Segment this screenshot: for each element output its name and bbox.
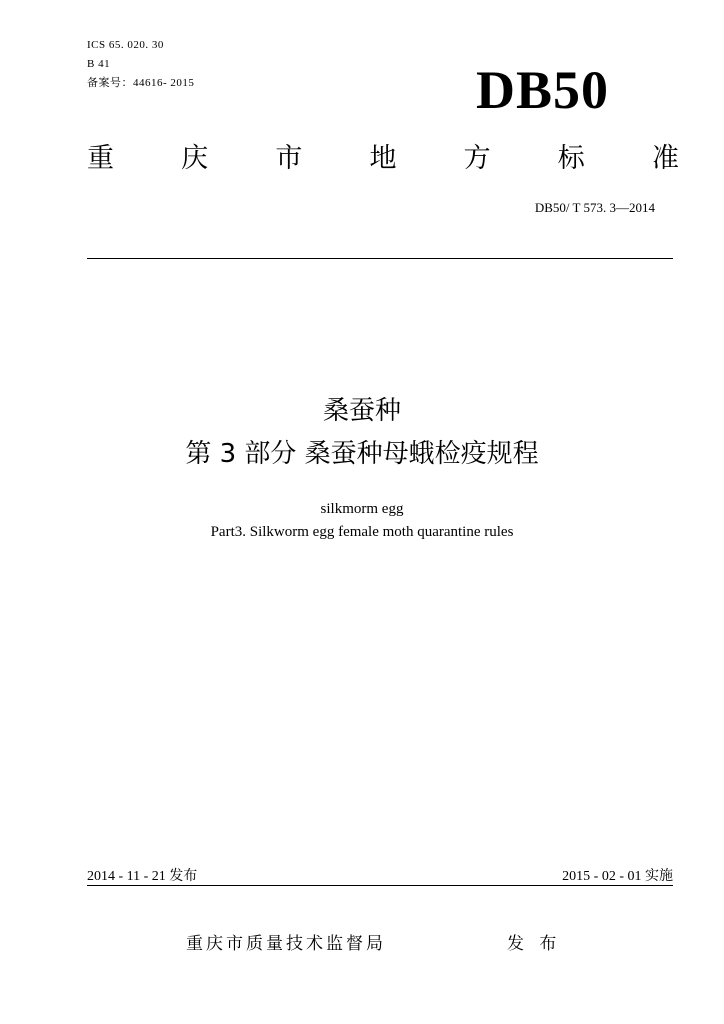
standard-type-char: 标: [557, 143, 585, 174]
title-part-en: Part3. Silkworm egg female moth quarantine rules: [210, 524, 514, 540]
standard-type-char: 方: [463, 143, 491, 174]
header-divider: [87, 258, 673, 259]
standard-type-char: 庆: [181, 143, 209, 174]
standard-type-heading: [87, 141, 679, 177]
title-part-cn: 第 3 部分 桑蚕种母蛾检疫规程: [185, 439, 539, 469]
publish-label: 发 布: [507, 934, 562, 954]
publisher-name: 重庆市质量技术监督局: [186, 934, 386, 954]
ics-code: ICS 65. 020. 30: [87, 39, 164, 51]
standard-type-char: 重: [87, 143, 114, 174]
standard-type-char: 准: [651, 143, 679, 174]
standard-type-char: 地: [369, 143, 397, 174]
classification-code: B 41: [87, 58, 111, 70]
title-main-cn: 桑蚕种: [322, 396, 401, 426]
record-number: 备案号：44616- 2015: [87, 77, 195, 89]
implementation-date: 2015 - 02 - 01 实施: [562, 869, 673, 884]
footer-divider: [87, 885, 673, 886]
title-main-en: silkmorm egg: [320, 501, 404, 517]
db-standard-code: DB50: [476, 60, 610, 120]
standard-number: DB50/ T 573. 3—2014: [534, 200, 655, 215]
standard-type-char: 市: [275, 143, 303, 174]
issue-date: 2014 - 11 - 21 发布: [87, 869, 198, 884]
